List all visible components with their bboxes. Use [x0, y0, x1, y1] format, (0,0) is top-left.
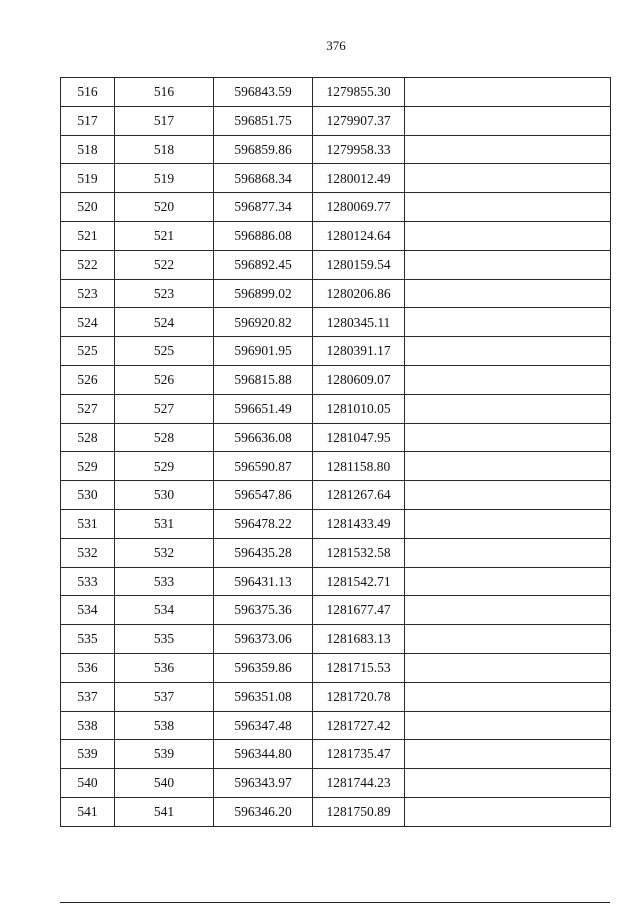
y-coordinate-cell: 1281433.49: [313, 509, 405, 538]
table-row: [61, 221, 611, 250]
x-coordinate-cell: 596344.80: [214, 740, 313, 769]
footer-divider: [60, 902, 610, 903]
y-coordinate-cell: 1281047.95: [313, 423, 405, 452]
x-coordinate-cell: 596590.87: [214, 452, 313, 481]
x-coordinate-cell: 596351.08: [214, 682, 313, 711]
x-coordinate-cell: 596651.49: [214, 394, 313, 423]
note-cell: [405, 394, 611, 423]
point-id-cell: 524: [115, 308, 214, 337]
table-row: [61, 769, 611, 798]
y-coordinate-cell: 1280206.86: [313, 279, 405, 308]
y-coordinate-cell: 1281158.80: [313, 452, 405, 481]
table-row: [61, 740, 611, 769]
table-row: [61, 250, 611, 279]
x-coordinate-cell: 596478.22: [214, 509, 313, 538]
table-row: [61, 625, 611, 654]
point-id-cell: 518: [115, 135, 214, 164]
table-row: [61, 279, 611, 308]
point-id-cell: 526: [115, 365, 214, 394]
table-row: [61, 337, 611, 366]
note-cell: [405, 653, 611, 682]
y-coordinate-cell: 1281727.42: [313, 711, 405, 740]
x-coordinate-cell: 596843.59: [214, 78, 313, 107]
y-coordinate-cell: 1281715.53: [313, 653, 405, 682]
note-cell: [405, 797, 611, 826]
point-id-cell: 521: [115, 221, 214, 250]
y-coordinate-cell: 1281720.78: [313, 682, 405, 711]
point-number-cell: 534: [61, 596, 115, 625]
x-coordinate-cell: 596547.86: [214, 481, 313, 510]
x-coordinate-cell: 596435.28: [214, 538, 313, 567]
point-number-cell: 519: [61, 164, 115, 193]
table-row: [61, 164, 611, 193]
table-row: [61, 106, 611, 135]
y-coordinate-cell: 1281677.47: [313, 596, 405, 625]
page-number: 376: [326, 38, 346, 53]
x-coordinate-cell: 596343.97: [214, 769, 313, 798]
point-id-cell: 537: [115, 682, 214, 711]
point-number-cell: 524: [61, 308, 115, 337]
y-coordinate-cell: 1280391.17: [313, 337, 405, 366]
point-number-cell: 521: [61, 221, 115, 250]
x-coordinate-cell: 596373.06: [214, 625, 313, 654]
x-coordinate-cell: 596859.86: [214, 135, 313, 164]
note-cell: [405, 337, 611, 366]
point-id-cell: 538: [115, 711, 214, 740]
point-id-cell: 522: [115, 250, 214, 279]
y-coordinate-cell: 1281750.89: [313, 797, 405, 826]
table-row: [61, 452, 611, 481]
note-cell: [405, 769, 611, 798]
point-number-cell: 527: [61, 394, 115, 423]
y-coordinate-cell: 1280012.49: [313, 164, 405, 193]
note-cell: [405, 135, 611, 164]
x-coordinate-cell: 596899.02: [214, 279, 313, 308]
y-coordinate-cell: 1280124.64: [313, 221, 405, 250]
point-number-cell: 529: [61, 452, 115, 481]
note-cell: [405, 193, 611, 222]
table-row: [61, 193, 611, 222]
table-row: [61, 308, 611, 337]
note-cell: [405, 279, 611, 308]
point-number-cell: 516: [61, 78, 115, 107]
point-number-cell: 520: [61, 193, 115, 222]
point-number-cell: 525: [61, 337, 115, 366]
table-row: [61, 365, 611, 394]
note-cell: [405, 682, 611, 711]
x-coordinate-cell: 596877.34: [214, 193, 313, 222]
note-cell: [405, 365, 611, 394]
x-coordinate-cell: 596892.45: [214, 250, 313, 279]
point-id-cell: 519: [115, 164, 214, 193]
note-cell: [405, 711, 611, 740]
point-number-cell: 531: [61, 509, 115, 538]
y-coordinate-cell: 1279907.37: [313, 106, 405, 135]
table-row: [61, 423, 611, 452]
x-coordinate-cell: 596886.08: [214, 221, 313, 250]
note-cell: [405, 221, 611, 250]
point-number-cell: 535: [61, 625, 115, 654]
y-coordinate-cell: 1281735.47: [313, 740, 405, 769]
x-coordinate-cell: 596815.88: [214, 365, 313, 394]
point-id-cell: 536: [115, 653, 214, 682]
table-row: [61, 78, 611, 107]
point-id-cell: 533: [115, 567, 214, 596]
y-coordinate-cell: 1279958.33: [313, 135, 405, 164]
note-cell: [405, 250, 611, 279]
note-cell: [405, 625, 611, 654]
table-body: [61, 78, 611, 827]
note-cell: [405, 106, 611, 135]
point-number-cell: 536: [61, 653, 115, 682]
x-coordinate-cell: 596347.48: [214, 711, 313, 740]
point-number-cell: 538: [61, 711, 115, 740]
x-coordinate-cell: 596851.75: [214, 106, 313, 135]
point-number-cell: 518: [61, 135, 115, 164]
point-number-cell: 533: [61, 567, 115, 596]
y-coordinate-cell: 1280159.54: [313, 250, 405, 279]
table-row: [61, 135, 611, 164]
x-coordinate-cell: 596359.86: [214, 653, 313, 682]
table-row: [61, 394, 611, 423]
point-id-cell: 523: [115, 279, 214, 308]
table-row: [61, 711, 611, 740]
y-coordinate-cell: 1281683.13: [313, 625, 405, 654]
point-id-cell: 517: [115, 106, 214, 135]
point-id-cell: 532: [115, 538, 214, 567]
table-row: [61, 567, 611, 596]
y-coordinate-cell: 1281542.71: [313, 567, 405, 596]
note-cell: [405, 538, 611, 567]
point-number-cell: 540: [61, 769, 115, 798]
y-coordinate-cell: 1281010.05: [313, 394, 405, 423]
point-number-cell: 526: [61, 365, 115, 394]
table-row: [61, 538, 611, 567]
point-id-cell: 540: [115, 769, 214, 798]
point-id-cell: 529: [115, 452, 214, 481]
x-coordinate-cell: 596346.20: [214, 797, 313, 826]
y-coordinate-cell: 1280345.11: [313, 308, 405, 337]
x-coordinate-cell: 596636.08: [214, 423, 313, 452]
y-coordinate-cell: 1279855.30: [313, 78, 405, 107]
table-row: [61, 481, 611, 510]
point-id-cell: 525: [115, 337, 214, 366]
table-row: [61, 682, 611, 711]
x-coordinate-cell: 596375.36: [214, 596, 313, 625]
point-id-cell: 520: [115, 193, 214, 222]
y-coordinate-cell: 1281532.58: [313, 538, 405, 567]
note-cell: [405, 596, 611, 625]
table-row: [61, 596, 611, 625]
point-id-cell: 541: [115, 797, 214, 826]
point-id-cell: 534: [115, 596, 214, 625]
point-id-cell: 528: [115, 423, 214, 452]
y-coordinate-cell: 1280609.07: [313, 365, 405, 394]
note-cell: [405, 452, 611, 481]
coordinates-table: [60, 77, 611, 827]
point-number-cell: 528: [61, 423, 115, 452]
x-coordinate-cell: 596431.13: [214, 567, 313, 596]
x-coordinate-cell: 596901.95: [214, 337, 313, 366]
x-coordinate-cell: 596920.82: [214, 308, 313, 337]
point-id-cell: 530: [115, 481, 214, 510]
note-cell: [405, 164, 611, 193]
table-row: [61, 509, 611, 538]
point-id-cell: 527: [115, 394, 214, 423]
y-coordinate-cell: 1281267.64: [313, 481, 405, 510]
note-cell: [405, 740, 611, 769]
note-cell: [405, 567, 611, 596]
point-id-cell: 535: [115, 625, 214, 654]
note-cell: [405, 423, 611, 452]
y-coordinate-cell: 1280069.77: [313, 193, 405, 222]
y-coordinate-cell: 1281744.23: [313, 769, 405, 798]
point-number-cell: 530: [61, 481, 115, 510]
note-cell: [405, 509, 611, 538]
point-number-cell: 539: [61, 740, 115, 769]
note-cell: [405, 308, 611, 337]
point-number-cell: 522: [61, 250, 115, 279]
point-id-cell: 516: [115, 78, 214, 107]
note-cell: [405, 78, 611, 107]
point-number-cell: 537: [61, 682, 115, 711]
note-cell: [405, 481, 611, 510]
point-id-cell: 531: [115, 509, 214, 538]
x-coordinate-cell: 596868.34: [214, 164, 313, 193]
point-number-cell: 523: [61, 279, 115, 308]
table-row: [61, 797, 611, 826]
table-row: [61, 653, 611, 682]
point-number-cell: 532: [61, 538, 115, 567]
point-number-cell: 541: [61, 797, 115, 826]
point-id-cell: 539: [115, 740, 214, 769]
point-number-cell: 517: [61, 106, 115, 135]
